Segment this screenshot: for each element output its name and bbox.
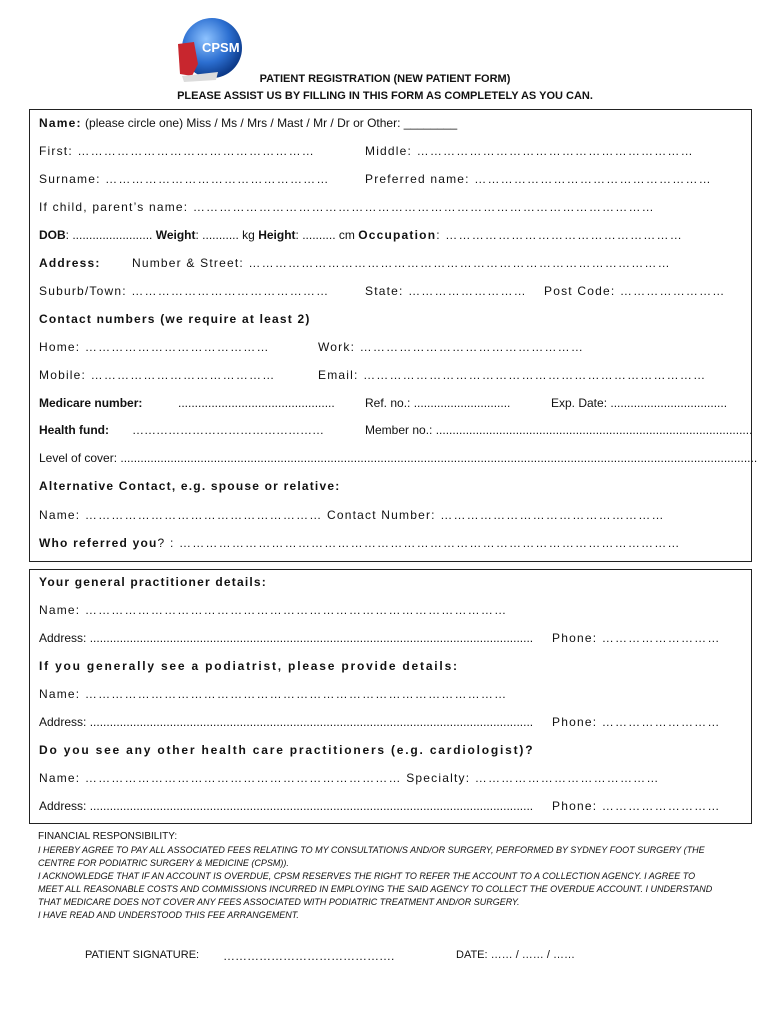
mobile-field[interactable]: Mobile: …………………………………… — [39, 368, 276, 382]
occupation-label: Occupation — [358, 228, 437, 242]
occupation-field[interactable]: : ……………………………………………… — [436, 228, 683, 242]
referred-by-row[interactable] — [39, 536, 681, 550]
parent-name-field[interactable]: If child, parent’s name: …………………………………………………………………………………………… — [39, 200, 655, 214]
home-phone-field[interactable]: Home: …………………………………… — [39, 340, 270, 354]
state-field[interactable]: State: ……………………… — [365, 284, 527, 298]
health-fund-label: Health fund: — [39, 423, 109, 437]
preferred-name-field[interactable]: Preferred name: ……………………………………………… — [365, 172, 712, 186]
financial-heading: FINANCIAL RESPONSIBILITY: — [38, 831, 178, 842]
podiatrist-address-field[interactable]: Address: ..................................................................................................................................... — [39, 715, 534, 729]
medicare-label: Medicare number: — [39, 396, 143, 410]
referred-by-label: Who referred you — [39, 536, 158, 550]
financial-text-3: I ACKNOWLEDGE THAT IF AN ACCOUNT IS OVERDUE, CPSM RESERVES THE RIGHT TO REFER THE ACCOUNT TO A COLLECTION AGENCY. I AGREE TO — [38, 871, 696, 881]
podiatrist-name-field[interactable]: Name: …………………………………………………………………………………… — [39, 687, 508, 701]
other-practitioner-field[interactable]: Name: ……………………………………………………………… Specialty: …………………………………… — [39, 771, 660, 785]
other-practitioner-heading: Do you see any other health care practitioners (e.g. cardiologist)? — [39, 743, 535, 757]
expiry-date-field[interactable]: Exp. Date: ................................... — [551, 396, 728, 410]
surname-field[interactable]: Surname: …………………………………………… — [39, 172, 330, 186]
financial-text-6: I HAVE READ AND UNDERSTOOD THIS FEE ARRANGEMENT. — [38, 910, 299, 920]
suburb-field[interactable]: Suburb/Town: ……………………………………… — [39, 284, 330, 298]
postcode-field[interactable]: Post Code: …………………… — [544, 284, 726, 298]
signature-field[interactable]: ……………………………………. — [223, 949, 395, 963]
address-label: Address: — [39, 256, 101, 270]
first-name-field[interactable]: First: ……………………………………………… — [39, 144, 315, 158]
weight-label: Weight — [155, 228, 196, 242]
contact-numbers-heading: Contact numbers (we require at least 2) — [39, 312, 311, 326]
gp-phone-field[interactable]: Phone: ……………………… — [552, 631, 721, 645]
signature-label: PATIENT SIGNATURE: — [85, 949, 200, 961]
date-field[interactable]: DATE: …… / …… / …… — [456, 949, 575, 961]
medicare-field[interactable]: ............................................... — [178, 396, 335, 410]
work-phone-field[interactable]: Work: …………………………………………… — [318, 340, 585, 354]
gp-address-field[interactable]: Address: ..................................................................................................................................... — [39, 631, 534, 645]
body-details-row[interactable] — [39, 228, 683, 242]
financial-text-2: CENTRE FOR PODIATRIC SURGERY & MEDICINE (CPSM)). — [38, 858, 289, 868]
middle-name-field[interactable]: Middle: ……………………………………………………… — [365, 144, 694, 158]
podiatrist-phone-field[interactable]: Phone: ……………………… — [552, 715, 721, 729]
dob-field[interactable]: : ........................ — [65, 228, 153, 242]
referred-by-field[interactable]: ? : …………………………………………………………………………………………………… — [157, 536, 681, 550]
height-field[interactable]: : .......... cm — [295, 228, 355, 242]
gp-name-field[interactable]: Name: …………………………………………………………………………………… — [39, 603, 508, 617]
form-title: PATIENT REGISTRATION (NEW PATIENT FORM) — [259, 73, 511, 85]
street-field[interactable]: Number & Street: …………………………………………………………………………………… — [132, 256, 671, 270]
gp-heading: Your general practitioner details: — [39, 575, 267, 589]
dob-label: DOB — [39, 228, 66, 242]
alternative-contact-field[interactable]: Name: ……………………………………………… Contact Number: …………………………………………… — [39, 508, 665, 522]
financial-text-4: MEET ALL REASONABLE COSTS AND COMMISSIONS INCURRED IN EMPLOYING THE SAID AGENCY TO COLLECT THE OVERDUE ACCOUNT. I UNDERSTAND — [38, 884, 713, 894]
weight-field[interactable]: : ........... kg — [195, 228, 255, 242]
form-subtitle: PLEASE ASSIST US BY FILLING IN THIS FORM AS COMPLETELY AS YOU CAN. — [177, 90, 593, 102]
name-row[interactable] — [39, 116, 457, 130]
name-label: Name: — [39, 116, 82, 130]
alternative-contact-heading: Alternative Contact, e.g. spouse or relative: — [39, 479, 341, 493]
title-options: (please circle one) Miss / Ms / Mrs / Mast / Mr / Dr or Other: ________ — [85, 116, 458, 130]
logo-text: CPSM — [202, 40, 240, 55]
podiatrist-heading: If you generally see a podiatrist, please provide details: — [39, 659, 459, 673]
email-field[interactable]: Email: …………………………………………………………………… — [318, 368, 707, 382]
height-label: Height — [258, 228, 296, 242]
other-address-field[interactable]: Address: ..................................................................................................................................... — [39, 799, 534, 813]
financial-text-5: THAT MEDICARE DOES NOT COVER ANY FEES ASSOCIATED WITH PODIATRIC TREATMENT AND/OR SURGERY. — [38, 897, 520, 907]
health-fund-field[interactable]: ………………………………………… — [132, 423, 324, 437]
financial-text-1: I HEREBY AGREE TO PAY ALL ASSOCIATED FEES RELATING TO MY CONSULTATION/S AND/OR SURGERY, PERFORMED BY SYDNEY FOOT SURGERY (THE — [38, 845, 705, 855]
level-of-cover-field[interactable]: Level of cover: ............................................................................................................................................................................................... — [39, 451, 758, 465]
member-number-field[interactable]: Member no.: ............................................................................................... — [365, 423, 753, 437]
reference-field[interactable]: Ref. no.: ............................. — [365, 396, 511, 410]
other-phone-field[interactable]: Phone: ……………………… — [552, 799, 721, 813]
